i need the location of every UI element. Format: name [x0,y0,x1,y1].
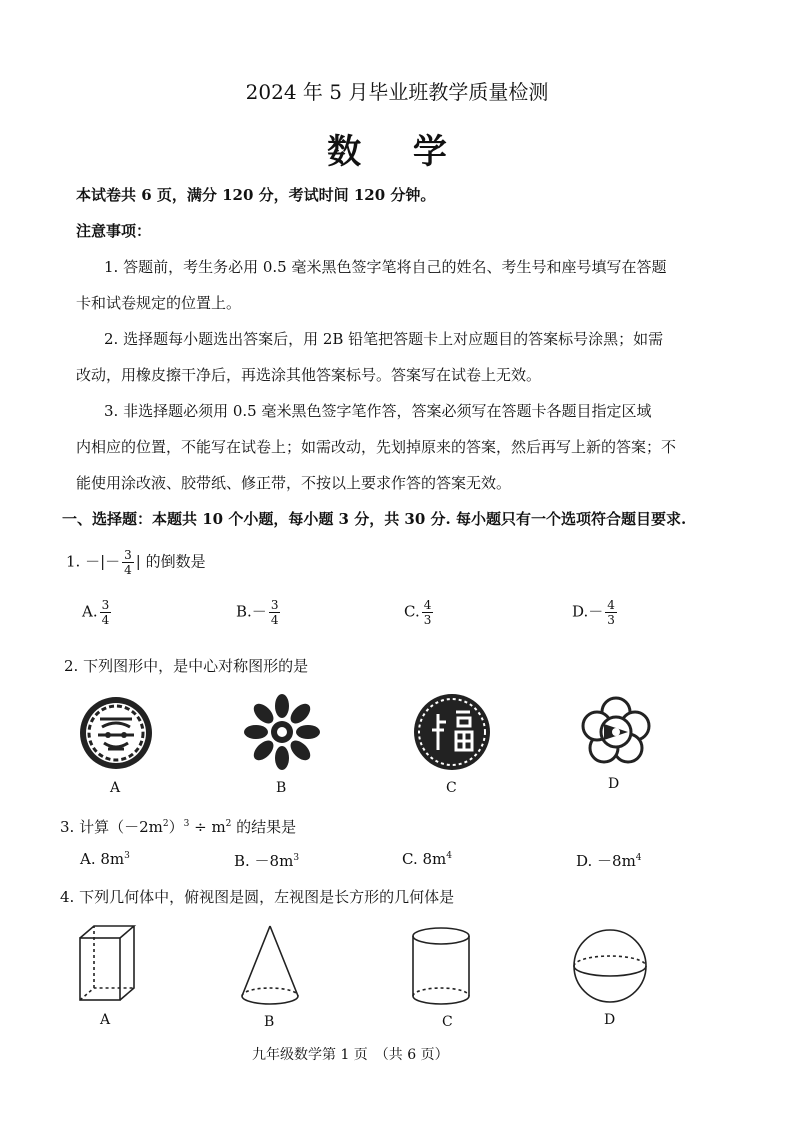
q4-label-c: C [442,1014,453,1030]
q1-suffix: | 的倒数是 [135,552,206,571]
q3-exp1: 2 [162,819,169,829]
q1-option-c-num: 4 [423,598,432,612]
q3-stem-b: ） [168,818,184,836]
q3-option-b-exp: 3 [293,853,300,863]
note2-line2: 改动，用橡皮擦干净后，再选涂其他答案标号。答案写在试卷上无效。 [76,366,542,384]
q1-option-b-sign: － [251,602,267,621]
note1-line1: 1. 答题前，考生务必用 0.5 毫米黑色签字笔将自己的姓名、考生号和座号填写在答题 [104,258,667,276]
q1-frac-num: 3 [124,548,132,562]
q1-option-c [404,598,435,627]
q1-option-a-label: A. [82,602,98,621]
q1-frac-den: 4 [124,563,132,577]
q3-option-c [402,850,452,868]
notes-heading: 注意事项： [76,222,152,240]
q2-label-a: A [110,780,121,796]
q4-label-b: B [264,1014,275,1030]
q1-option-b [236,598,282,627]
q4-figure-c-cylinder [408,924,474,1010]
q1-prefix: 1. －|－ [66,552,121,571]
q1-option-d-num: 4 [607,598,615,612]
q1-option-d-sign: － [588,602,604,621]
q3-stem [60,816,296,837]
subject-title: 数 学 [327,132,467,172]
q3-option-b-label: B. －8m [234,852,294,870]
q3-option-d-exp: 4 [635,853,642,863]
q3-option-a-label: A. 8m [80,850,125,868]
note2-line1: 2. 选择题每小题选出答案后，用 2B 铅笔把答题卡上对应题目的答案标号涂黑；如需 [104,330,664,348]
q3-stem-d: 的结果是 [231,818,297,836]
page-footer: 九年级数学第 1 页 （共 6 页） [252,1047,449,1063]
q1-option-a-den: 4 [101,613,110,627]
q2-figure-d [578,692,654,768]
q3-exp3: 2 [225,819,232,829]
q1-option-d-label: D. [572,602,589,621]
q2-figure-b [242,692,322,772]
q3-option-a [80,850,130,868]
note1-line2: 卡和试卷规定的位置上。 [76,294,242,312]
q3-option-c-label: C. 8m [402,850,447,868]
q2-label-b: B [276,780,287,796]
q4-figure-b-cone [238,922,302,1008]
note3-line3: 能使用涂改液、胶带纸、修正带，不按以上要求作答的答案无效。 [76,474,512,492]
q4-label-a: A [100,1012,111,1028]
q1-stem [66,548,206,577]
q3-stem-c: ÷ m [189,818,226,836]
q1-option-c-label: C. [404,602,420,621]
exam-intro: 本试卷共 6 页，满分 120 分，考试时间 120 分钟。 [76,186,436,204]
q2-label-d: D [608,776,620,792]
q3-option-b [234,850,299,871]
q1-option-b-num: 3 [270,598,279,612]
q4-figure-a-cuboid [76,922,140,1004]
exam-title: 2024 年 5 月毕业班教学质量检测 [245,80,549,104]
q3-exp2: 3 [183,819,190,829]
q3-option-a-exp: 3 [124,851,130,861]
q1-option-d [572,598,619,627]
q2-stem: 2. 下列图形中，是中心对称图形的是 [64,657,309,675]
q1-option-a [82,598,113,627]
q4-label-d: D [604,1012,616,1028]
q3-option-d [576,850,642,871]
q1-option-a-num: 3 [101,598,110,612]
note3-line2: 内相应的位置，不能写在试卷上；如需改动，先划掉原来的答案，然后再写上新的答案；不 [76,438,677,456]
q1-option-b-den: 4 [270,613,279,627]
q4-stem: 4. 下列几何体中，俯视图是圆，左视图是长方形的几何体是 [60,888,455,906]
q3-option-c-exp: 4 [446,851,452,861]
q2-label-c: C [446,780,457,796]
section1-heading: 一、选择题：本题共 10 个小题，每小题 3 分，共 30 分. 每小题只有一个选项符合题目要求. [62,510,687,528]
q3-option-d-label: D. －8m [576,852,636,870]
q1-option-c-den: 3 [423,613,432,627]
q2-figure-c [412,692,492,772]
q3-stem-a: 3. 计算（－2m [60,818,163,836]
q1-option-b-label: B. [236,602,252,621]
q1-fraction [122,548,134,577]
q4-figure-d-sphere [570,926,650,1006]
note3-line1: 3. 非选择题必须用 0.5 毫米黑色签字笔作答，答案必须写在答题卡各题目指定区域 [104,402,652,420]
q2-figure-a [78,695,154,771]
q1-option-d-den: 3 [607,613,615,627]
